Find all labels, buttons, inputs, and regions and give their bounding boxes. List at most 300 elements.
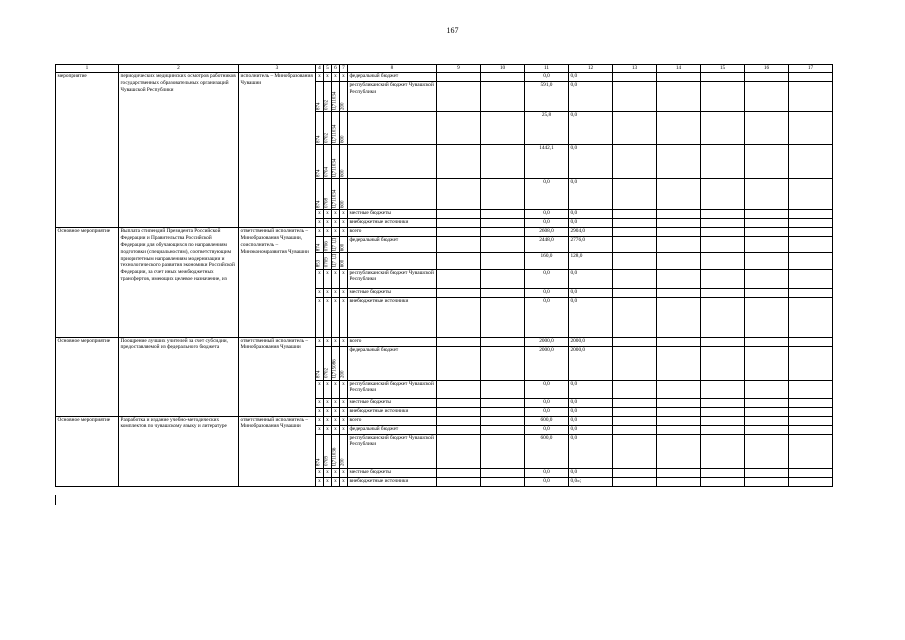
- value-cell: [613, 297, 657, 337]
- value-cell-col12: 0,0: [569, 407, 613, 416]
- value-cell: [481, 73, 525, 82]
- value-cell: [789, 82, 833, 112]
- value-cell: [481, 477, 525, 486]
- value-cell: [745, 73, 789, 82]
- value-cell: [613, 407, 657, 416]
- budget-code-cell: x: [340, 73, 348, 82]
- budget-code-cell: 874: [316, 82, 324, 112]
- value-cell: [437, 416, 481, 425]
- value-cell: [657, 380, 701, 398]
- value-cell: [657, 434, 701, 468]
- budget-code-cell: 874: [316, 112, 324, 145]
- value-cell: [657, 346, 701, 380]
- budget-code-cell: x: [332, 398, 340, 407]
- value-cell: [437, 179, 481, 210]
- budget-code-cell: x: [316, 407, 324, 416]
- budget-code-cell: 0702: [324, 82, 332, 112]
- budget-code-cell: x: [316, 468, 324, 477]
- budget-code-cell: x: [332, 73, 340, 82]
- table-row: [56, 73, 833, 82]
- budget-code-cell: x: [324, 416, 332, 425]
- value-cell: [481, 468, 525, 477]
- value-cell-col12: 0,0: [569, 112, 613, 145]
- budget-code-cell: 0704: [324, 145, 332, 179]
- value-cell: [745, 337, 789, 346]
- value-cell: [481, 253, 525, 269]
- value-cell: [481, 82, 525, 112]
- funding-source-cell: местные бюджеты: [348, 288, 437, 297]
- budget-code-cell: x: [324, 425, 332, 434]
- funding-source-cell: федеральный бюджет: [348, 425, 437, 434]
- table-row: [56, 416, 833, 425]
- value-cell: [657, 219, 701, 228]
- budget-code-cell: x: [316, 73, 324, 82]
- value-cell-col12: 0,0: [569, 179, 613, 210]
- value-cell-col11: 0,0: [525, 269, 569, 288]
- value-cell: [481, 269, 525, 288]
- value-cell: [745, 145, 789, 179]
- value-cell-col12: 0,0: [569, 288, 613, 297]
- value-cell: [481, 297, 525, 337]
- value-cell-col11: 0,0: [525, 477, 569, 486]
- value-cell: [481, 380, 525, 398]
- budget-code-cell: x: [324, 228, 332, 237]
- value-cell: [701, 228, 745, 237]
- value-cell: [789, 380, 833, 398]
- funding-source-cell: внебюджетные источники: [348, 219, 437, 228]
- budget-code-cell: x: [340, 398, 348, 407]
- event-name-cell: периодических медицинских осмотров работников государственных образовательных организаций Чувашской Республики: [119, 73, 239, 228]
- funding-source-cell: местные бюджеты: [348, 398, 437, 407]
- value-cell: [481, 145, 525, 179]
- value-cell: [613, 228, 657, 237]
- budget-code-cell: x: [316, 337, 324, 346]
- column-number: 9: [437, 65, 481, 73]
- budget-code-cell: x: [316, 228, 324, 237]
- budget-code-cell: x: [340, 468, 348, 477]
- column-number: 12: [569, 65, 613, 73]
- event-type-cell: Основное мероприятие: [56, 416, 119, 486]
- budget-code-cell: x: [316, 425, 324, 434]
- budget-code-cell: Ц711034: [332, 112, 340, 145]
- value-cell: [657, 477, 701, 486]
- value-cell: [657, 398, 701, 407]
- value-cell: [437, 407, 481, 416]
- value-cell-col11: 2608,0: [525, 228, 569, 237]
- budget-code-cell: x: [340, 228, 348, 237]
- value-cell: [613, 210, 657, 219]
- budget-code-cell: x: [340, 210, 348, 219]
- budget-code-cell: x: [316, 380, 324, 398]
- value-cell: [613, 73, 657, 82]
- funding-source-cell: внебюджетные источники: [348, 477, 437, 486]
- value-cell: [745, 434, 789, 468]
- funding-source-cell: республиканский бюджет Чувашской Республики: [348, 434, 437, 468]
- value-cell: [481, 434, 525, 468]
- value-cell: [437, 288, 481, 297]
- value-cell-col12: 0,0: [569, 468, 613, 477]
- column-number: 5: [324, 65, 332, 73]
- value-cell: [789, 346, 833, 380]
- event-name-cell: Разработка и издание учебно-методических комплектов по чувашскому языку и литературе: [119, 416, 239, 486]
- value-cell: [745, 398, 789, 407]
- budget-code-cell: x: [332, 337, 340, 346]
- column-number: 6: [332, 65, 340, 73]
- value-cell: [437, 228, 481, 237]
- value-cell: [789, 112, 833, 145]
- value-cell: [613, 179, 657, 210]
- budget-code-cell: x: [332, 228, 340, 237]
- value-cell: [789, 73, 833, 82]
- value-cell: [613, 398, 657, 407]
- value-cell: [701, 145, 745, 179]
- value-cell-col11: 0,0: [525, 288, 569, 297]
- funding-source-cell: [348, 145, 437, 179]
- value-cell: [437, 468, 481, 477]
- funding-source-cell: местные бюджеты: [348, 210, 437, 219]
- budget-code-cell: 200: [340, 82, 348, 112]
- value-cell: [657, 269, 701, 288]
- value-cell-col11: 0,0: [525, 398, 569, 407]
- budget-code-cell: 853: [316, 253, 324, 269]
- column-number: 10: [481, 65, 525, 73]
- value-cell: [613, 82, 657, 112]
- value-cell-col11: 0,0: [525, 219, 569, 228]
- value-cell-col11: 600,0: [525, 434, 569, 468]
- value-cell: [657, 253, 701, 269]
- value-cell-col11: 0,0: [525, 179, 569, 210]
- budget-code-cell: 200: [340, 346, 348, 380]
- value-cell: [701, 73, 745, 82]
- budget-code-cell: x: [324, 288, 332, 297]
- value-cell: [701, 468, 745, 477]
- value-cell-col12: 2000,0: [569, 337, 613, 346]
- value-cell: [481, 398, 525, 407]
- value-cell-col11: 0,0: [525, 407, 569, 416]
- value-cell-col12: 0,0: [569, 269, 613, 288]
- funding-source-cell: республиканский бюджет Чувашской Республики: [348, 269, 437, 288]
- value-cell: [613, 380, 657, 398]
- value-cell: [437, 297, 481, 337]
- budget-code-cell: 600: [340, 237, 348, 253]
- funding-source-cell: всего: [348, 228, 437, 237]
- value-cell: [437, 269, 481, 288]
- value-cell: [701, 407, 745, 416]
- value-cell: [701, 219, 745, 228]
- value-cell: [437, 398, 481, 407]
- value-cell: [789, 237, 833, 253]
- value-cell: [701, 210, 745, 219]
- budget-code-cell: x: [340, 380, 348, 398]
- value-cell: [701, 288, 745, 297]
- value-cell: [745, 179, 789, 210]
- budget-code-cell: 600: [340, 179, 348, 210]
- value-cell-col12: 2904,0: [569, 228, 613, 237]
- value-cell: [437, 145, 481, 179]
- value-cell-col11: 600,0: [525, 416, 569, 425]
- value-cell-col12: 0,0: [569, 219, 613, 228]
- table-left-edge: [55, 495, 56, 505]
- budget-code-cell: 0702: [324, 112, 332, 145]
- value-cell: [657, 179, 701, 210]
- budget-code-cell: x: [332, 269, 340, 288]
- value-cell: [789, 337, 833, 346]
- budget-code-cell: 0708: [324, 179, 332, 210]
- funding-source-cell: [348, 253, 437, 269]
- value-cell: [657, 112, 701, 145]
- budget-code-cell: Ц711034: [332, 82, 340, 112]
- value-cell: [437, 210, 481, 219]
- value-cell: [437, 337, 481, 346]
- value-cell: [789, 179, 833, 210]
- value-cell-col12: 2776,0: [569, 237, 613, 253]
- budget-code-cell: x: [340, 407, 348, 416]
- budget-code-cell: 0702: [324, 346, 332, 380]
- value-cell: [745, 468, 789, 477]
- value-cell: [701, 416, 745, 425]
- value-cell: [745, 237, 789, 253]
- value-cell: [657, 73, 701, 82]
- value-cell-col11: 25,8: [525, 112, 569, 145]
- value-cell: [481, 228, 525, 237]
- value-cell: [657, 425, 701, 434]
- value-cell: [481, 416, 525, 425]
- column-number: 13: [613, 65, 657, 73]
- budget-code-cell: x: [316, 269, 324, 288]
- value-cell: [437, 434, 481, 468]
- value-cell-col12: 2000,0: [569, 346, 613, 380]
- column-number: 11: [525, 65, 569, 73]
- value-cell: [701, 337, 745, 346]
- value-cell: [613, 219, 657, 228]
- value-cell-col12: 0,0: [569, 82, 613, 112]
- value-cell: [613, 416, 657, 425]
- value-cell: [745, 346, 789, 380]
- value-cell: [657, 407, 701, 416]
- budget-code-cell: 600: [340, 112, 348, 145]
- value-cell: [701, 477, 745, 486]
- value-cell: [613, 237, 657, 253]
- budget-code-cell: x: [332, 416, 340, 425]
- value-cell: [745, 380, 789, 398]
- value-cell-col12: 0,0: [569, 73, 613, 82]
- value-cell-col11: 2000,0: [525, 337, 569, 346]
- column-number: 15: [701, 65, 745, 73]
- budget-code-cell: x: [316, 416, 324, 425]
- value-cell: [657, 288, 701, 297]
- column-number: 16: [745, 65, 789, 73]
- value-cell-col12: 0,0: [569, 380, 613, 398]
- budget-code-cell: 874: [316, 237, 324, 253]
- funding-source-cell: республиканский бюджет Чувашской Республики: [348, 380, 437, 398]
- value-cell: [701, 179, 745, 210]
- executor-cell: ответственный исполнитель – Минобразования Чувашии: [239, 416, 316, 486]
- value-cell: [701, 346, 745, 380]
- budget-code-cell: x: [332, 407, 340, 416]
- event-name-cell: Поощрение лучших учителей за счет субсидии, предоставляемой из федерального бюджета: [119, 337, 239, 416]
- value-cell: [745, 228, 789, 237]
- value-cell: [789, 398, 833, 407]
- value-cell: [613, 434, 657, 468]
- budget-code-cell: x: [332, 210, 340, 219]
- value-cell: [701, 425, 745, 434]
- value-cell: [613, 112, 657, 145]
- value-cell: [701, 297, 745, 337]
- budget-code-cell: x: [332, 219, 340, 228]
- column-number: 1: [56, 65, 119, 73]
- budget-code-cell: x: [340, 337, 348, 346]
- value-cell: [657, 145, 701, 179]
- value-cell: [789, 468, 833, 477]
- budget-code-cell: x: [340, 219, 348, 228]
- value-cell-col11: 591,0: [525, 82, 569, 112]
- value-cell-col12: 0,0: [569, 416, 613, 425]
- value-cell: [701, 269, 745, 288]
- column-number: 8: [348, 65, 437, 73]
- funding-source-cell: федеральный бюджет: [348, 346, 437, 380]
- value-cell: [437, 112, 481, 145]
- value-cell: [745, 219, 789, 228]
- budget-code-cell: x: [324, 407, 332, 416]
- value-cell: [657, 297, 701, 337]
- value-cell: [745, 288, 789, 297]
- column-number: 14: [657, 65, 701, 73]
- value-cell-col11: 0,0: [525, 425, 569, 434]
- budget-code-cell: x: [324, 468, 332, 477]
- value-cell-col12: 0,0: [569, 210, 613, 219]
- budget-code-cell: x: [332, 425, 340, 434]
- value-cell-col11: 0,0: [525, 380, 569, 398]
- value-cell: [481, 407, 525, 416]
- value-cell-col12: 0,0: [569, 425, 613, 434]
- event-name-cell: Выплата стипендий Президента Российской Федерации и Правительства Российской Федерации для обучающихся по направлениям подготовки (специальностям), соответствующим приоритетным направлениям модернизации и технологического развития экономики Российской Федерации, за счет иных межбюджетных трансфертов, имеющих целевое назначение, из: [119, 228, 239, 338]
- column-number: 7: [340, 65, 348, 73]
- budget-code-cell: x: [332, 380, 340, 398]
- funding-source-cell: всего: [348, 337, 437, 346]
- value-cell: [657, 468, 701, 477]
- funding-source-cell: федеральный бюджет: [348, 237, 437, 253]
- value-cell: [613, 477, 657, 486]
- value-cell-col11: 0,0: [525, 210, 569, 219]
- budget-code-cell: Ц715086: [332, 346, 340, 380]
- budget-code-cell: 874: [316, 346, 324, 380]
- budget-code-cell: Ц711034: [332, 179, 340, 210]
- value-cell: [789, 253, 833, 269]
- value-cell: [481, 237, 525, 253]
- event-type-cell: мероприятие: [56, 73, 119, 228]
- value-cell: [437, 425, 481, 434]
- value-cell-col11: 1442,1: [525, 145, 569, 179]
- value-cell: [701, 237, 745, 253]
- value-cell: [613, 425, 657, 434]
- value-cell: [701, 253, 745, 269]
- value-cell: [613, 269, 657, 288]
- budget-code-cell: x: [316, 210, 324, 219]
- value-cell: [613, 253, 657, 269]
- value-cell: [789, 145, 833, 179]
- value-cell-col11: 0,0: [525, 468, 569, 477]
- budget-code-cell: x: [316, 297, 324, 337]
- value-cell: [701, 380, 745, 398]
- budget-code-cell: x: [324, 297, 332, 337]
- value-cell: [613, 145, 657, 179]
- value-cell: [745, 416, 789, 425]
- funding-source-cell: [348, 179, 437, 210]
- event-type-cell: Основное мероприятие: [56, 228, 119, 338]
- value-cell: [481, 346, 525, 380]
- value-cell: [745, 210, 789, 219]
- budget-code-cell: x: [340, 425, 348, 434]
- value-cell: [789, 297, 833, 337]
- value-cell: [481, 210, 525, 219]
- value-cell: [701, 398, 745, 407]
- value-cell: [789, 269, 833, 288]
- value-cell: [437, 237, 481, 253]
- budget-code-cell: 600: [340, 253, 348, 269]
- value-cell: [481, 179, 525, 210]
- value-cell: [481, 425, 525, 434]
- funding-source-cell: всего: [348, 416, 437, 425]
- value-cell-col12: 0,0: [569, 297, 613, 337]
- value-cell: [745, 112, 789, 145]
- budget-code-cell: x: [324, 73, 332, 82]
- budget-code-cell: x: [332, 477, 340, 486]
- budget-code-cell: x: [324, 210, 332, 219]
- budget-code-cell: 874: [316, 434, 324, 468]
- value-cell-col12: 128,0: [569, 253, 613, 269]
- budget-code-cell: x: [316, 398, 324, 407]
- budget-code-cell: 0709: [324, 253, 332, 269]
- funding-source-cell: внебюджетные источники: [348, 407, 437, 416]
- value-cell: [745, 477, 789, 486]
- funding-source-cell: [348, 112, 437, 145]
- event-type-cell: Основное мероприятие: [56, 337, 119, 416]
- value-cell: [657, 337, 701, 346]
- executor-cell: ответственный исполнитель – Минобразования Чувашии, соисполнитель – Минэкономразвития Чувашии: [239, 228, 316, 338]
- funding-source-cell: внебюджетные источники: [348, 297, 437, 337]
- budget-code-cell: Ц711036: [332, 434, 340, 468]
- budget-code-cell: x: [340, 269, 348, 288]
- value-cell: [701, 112, 745, 145]
- budget-code-cell: x: [316, 219, 324, 228]
- value-cell: [613, 346, 657, 380]
- value-cell: [613, 468, 657, 477]
- budget-code-cell: x: [340, 288, 348, 297]
- budget-code-cell: x: [324, 380, 332, 398]
- budget-code-cell: 600: [340, 145, 348, 179]
- value-cell: [789, 425, 833, 434]
- budget-code-cell: 874: [316, 145, 324, 179]
- value-cell: [789, 219, 833, 228]
- value-cell: [745, 425, 789, 434]
- budget-code-cell: Ц7 1Д: [332, 237, 340, 253]
- budget-code-cell: x: [332, 288, 340, 297]
- column-number: 2: [119, 65, 239, 73]
- budget-code-cell: 0706: [324, 237, 332, 253]
- executor-cell: ответственный исполнитель – Минобразования Чувашии: [239, 337, 316, 416]
- program-table: [55, 64, 833, 487]
- value-cell: [437, 346, 481, 380]
- budget-code-cell: x: [316, 477, 324, 486]
- funding-source-cell: республиканский бюджет Чувашской Республики: [348, 82, 437, 112]
- value-cell: [481, 288, 525, 297]
- value-cell: [701, 82, 745, 112]
- value-cell-col12: 0,0: [569, 145, 613, 179]
- value-cell: [745, 297, 789, 337]
- value-cell: [437, 73, 481, 82]
- budget-code-cell: x: [316, 288, 324, 297]
- value-cell: [789, 228, 833, 237]
